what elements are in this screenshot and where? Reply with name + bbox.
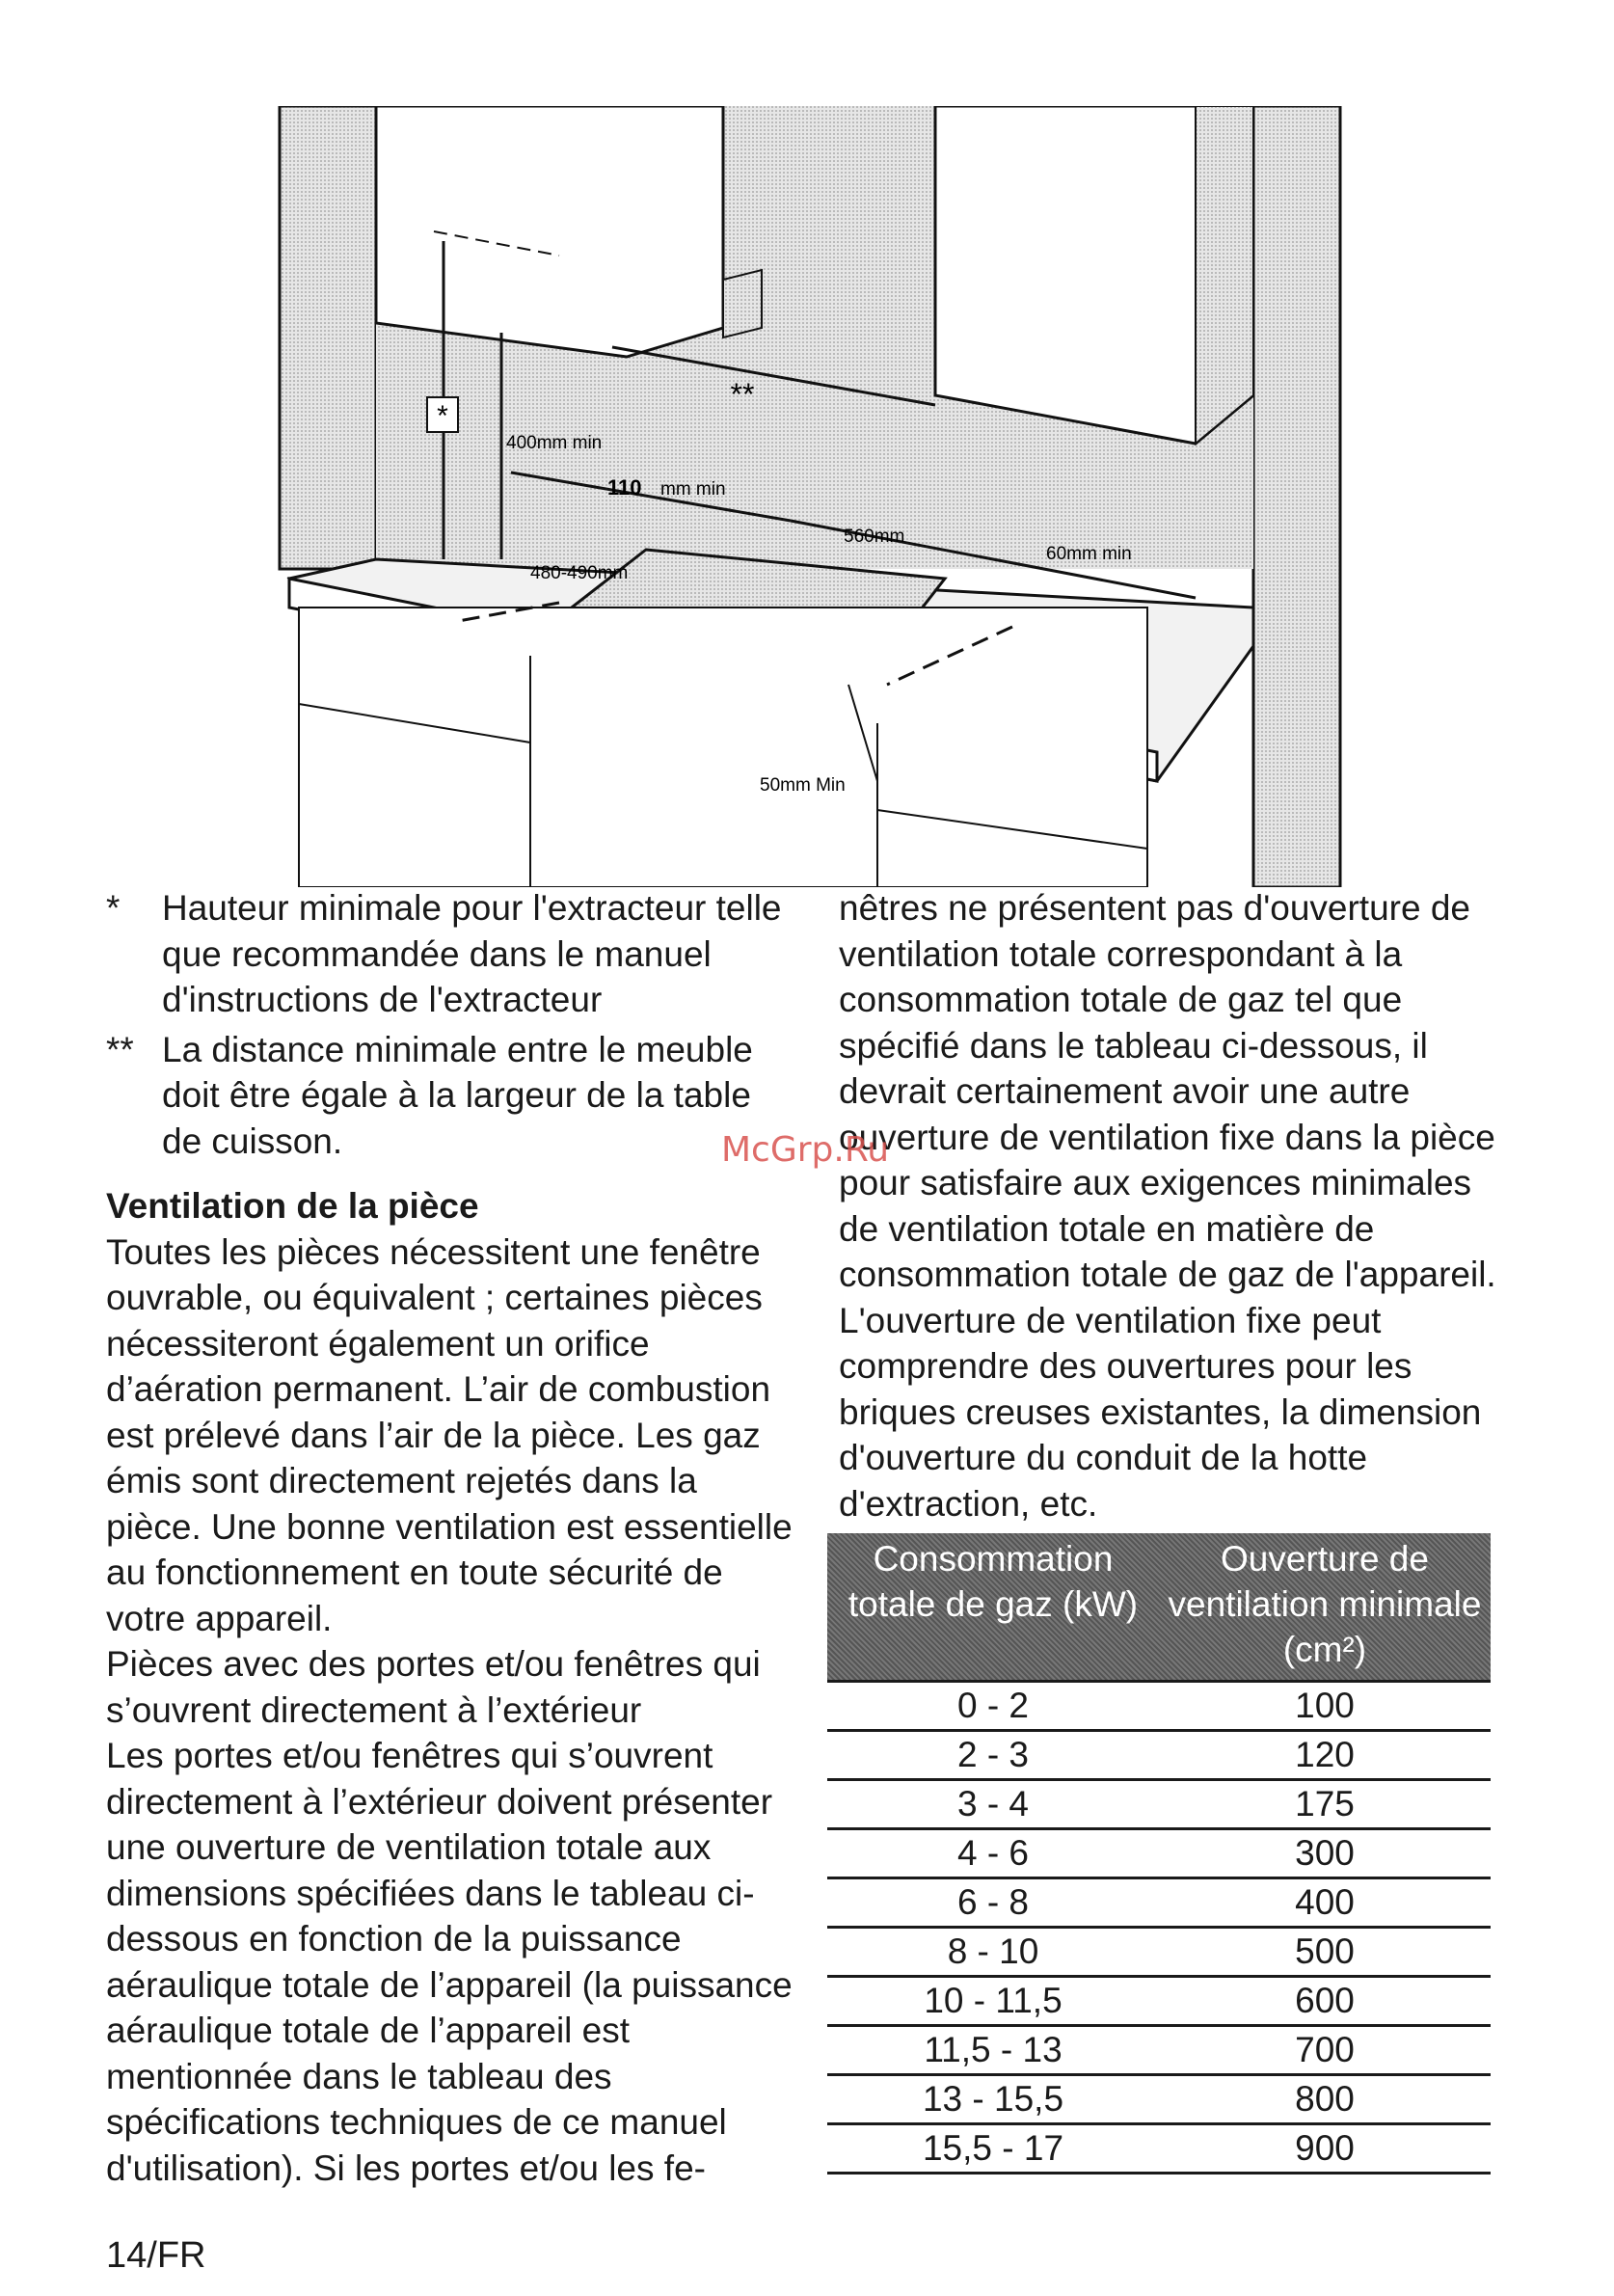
right-wall xyxy=(1253,106,1340,887)
note-double-star xyxy=(106,1027,800,1165)
dim-50-label: 50mm Min xyxy=(760,775,846,796)
table-row xyxy=(827,1830,1491,1879)
page-number: 14/FR xyxy=(106,2235,206,2276)
section-heading-ventilation: Ventilation de la pièce xyxy=(106,1186,479,1226)
table-header xyxy=(827,1533,1491,1683)
dim-60-label: 60mm min xyxy=(1046,544,1132,564)
header-ventilation-opening: Ouverture de ventilation minimale (cm²) xyxy=(1168,1539,1482,1669)
table-row xyxy=(827,1978,1491,2027)
note-text: Hauteur minimale pour l'extracteur telle que recommandée dans le manuel d'instructions de l'extracteur xyxy=(162,888,782,1019)
installation-diagram xyxy=(270,106,1350,887)
table-row xyxy=(827,2076,1491,2125)
star-label: * xyxy=(437,400,448,432)
left-wall xyxy=(280,106,376,569)
cell-cm2: 100 xyxy=(1295,1686,1355,1725)
table-row xyxy=(827,1732,1491,1781)
cell-cm2: 800 xyxy=(1295,2079,1355,2119)
table-row xyxy=(827,1683,1491,1732)
min-400-label: 400mm min xyxy=(506,433,603,453)
header-gas-consumption: Consommation totale de gaz (kW) xyxy=(847,1539,1139,1624)
upper-cabinet-left xyxy=(376,106,723,357)
table-row xyxy=(827,2125,1491,2174)
cell-kw: 6 - 8 xyxy=(956,1882,1030,1922)
paragraph-continuation: nêtres ne présentent pas d'ouverture de ventilation totale correspondant à la consommation totale de gaz tel que spécifié dans le tableau ci-dessous, il devrait certainement avoir une autre ouverture de ventilation fixe dans la pièce pour satisfaire aux exigences minimales de ventilation totale en matière de consommation totale de gaz de l'appareil. L'ouverture de ventilation fixe peut comprendre des ouvertures pour les briques creuses existantes, la dimension d'ouverture du conduit de la hotte d'extraction, etc. xyxy=(839,888,1496,1524)
cell-cm2: 600 xyxy=(1295,1981,1355,2020)
note-text: La distance minimale entre le meuble doit être égale à la largeur de la table de cuisson. xyxy=(162,1029,753,1161)
cell-cm2: 500 xyxy=(1295,1931,1355,1971)
cell-kw: 10 - 11,5 xyxy=(924,1981,1063,2020)
paragraph-ventilation: Toutes les pièces nécessitent une fenêtre ouvrable, ou équivalent ; certaines pièces nécessiteront également un orifice d’aération permanent. L’air de combustion est prélevé dans l’air de la pièce. Les gaz émis sont directement rejetés dans la pièce. Une bonne ventilation est essentielle au fonctionnement en toute sécurité de votre appareil. xyxy=(106,1231,793,1638)
upper-cabinet-right-side xyxy=(1196,106,1253,444)
cell-cm2: 300 xyxy=(1295,1833,1355,1873)
note-mark: ** xyxy=(106,1029,134,1069)
section-subheading-doors-windows: Pièces avec des portes et/ou fenêtres qui s’ouvrent directement à l’extérieur xyxy=(106,1644,761,1730)
note-mark: * xyxy=(106,888,121,928)
watermark: McGrp.Ru xyxy=(721,1130,890,1170)
double-star-label: ** xyxy=(730,377,755,412)
dim-560-label: 560mm xyxy=(844,527,905,547)
cell-kw: 3 - 4 xyxy=(956,1784,1030,1823)
cell-kw: 11,5 - 13 xyxy=(924,2030,1063,2069)
cell-cm2: 700 xyxy=(1295,2030,1355,2069)
min-110-value: 110 xyxy=(607,475,642,500)
dim-480-label: 480-490mm xyxy=(530,563,629,583)
cell-cm2: 900 xyxy=(1295,2128,1355,2168)
table-row xyxy=(827,2027,1491,2076)
cell-cm2: 120 xyxy=(1295,1735,1355,1774)
cell-cm2: 175 xyxy=(1295,1784,1355,1823)
cell-kw: 0 - 2 xyxy=(956,1686,1030,1725)
cell-kw: 4 - 6 xyxy=(956,1833,1030,1873)
left-column xyxy=(106,885,800,2191)
lower-cabinets xyxy=(299,608,1147,887)
table-row xyxy=(827,1781,1491,1830)
table-row xyxy=(827,1879,1491,1929)
cell-cm2: 400 xyxy=(1295,1882,1355,1922)
cell-kw: 2 - 3 xyxy=(956,1735,1030,1774)
cabinet-illustration xyxy=(270,106,1350,887)
table-row xyxy=(827,1929,1491,1978)
upper-cabinet-left-side xyxy=(723,270,762,338)
cell-kw: 15,5 - 17 xyxy=(922,2128,1064,2168)
cell-kw: 13 - 15,5 xyxy=(922,2079,1064,2119)
right-column xyxy=(839,885,1514,1526)
min-110-unit: mm min xyxy=(660,479,726,500)
note-single-star xyxy=(106,885,800,1023)
paragraph-doors-windows: Les portes et/ou fenêtres qui s’ouvrent directement à l’extérieur doivent présenter une ouverture de ventilation totale aux dimensions spécifiées dans le tableau ci-dessous en fonction de la puissance aéraulique totale de l’appareil (la puissance aéraulique totale de l’appareil est mentionnée dans le tableau des spécifications techniques de ce manuel d'utilisation). Si les portes et/ou les fe- xyxy=(106,1736,793,2188)
ventilation-table xyxy=(827,1533,1491,2174)
cell-kw: 8 - 10 xyxy=(947,1931,1039,1971)
